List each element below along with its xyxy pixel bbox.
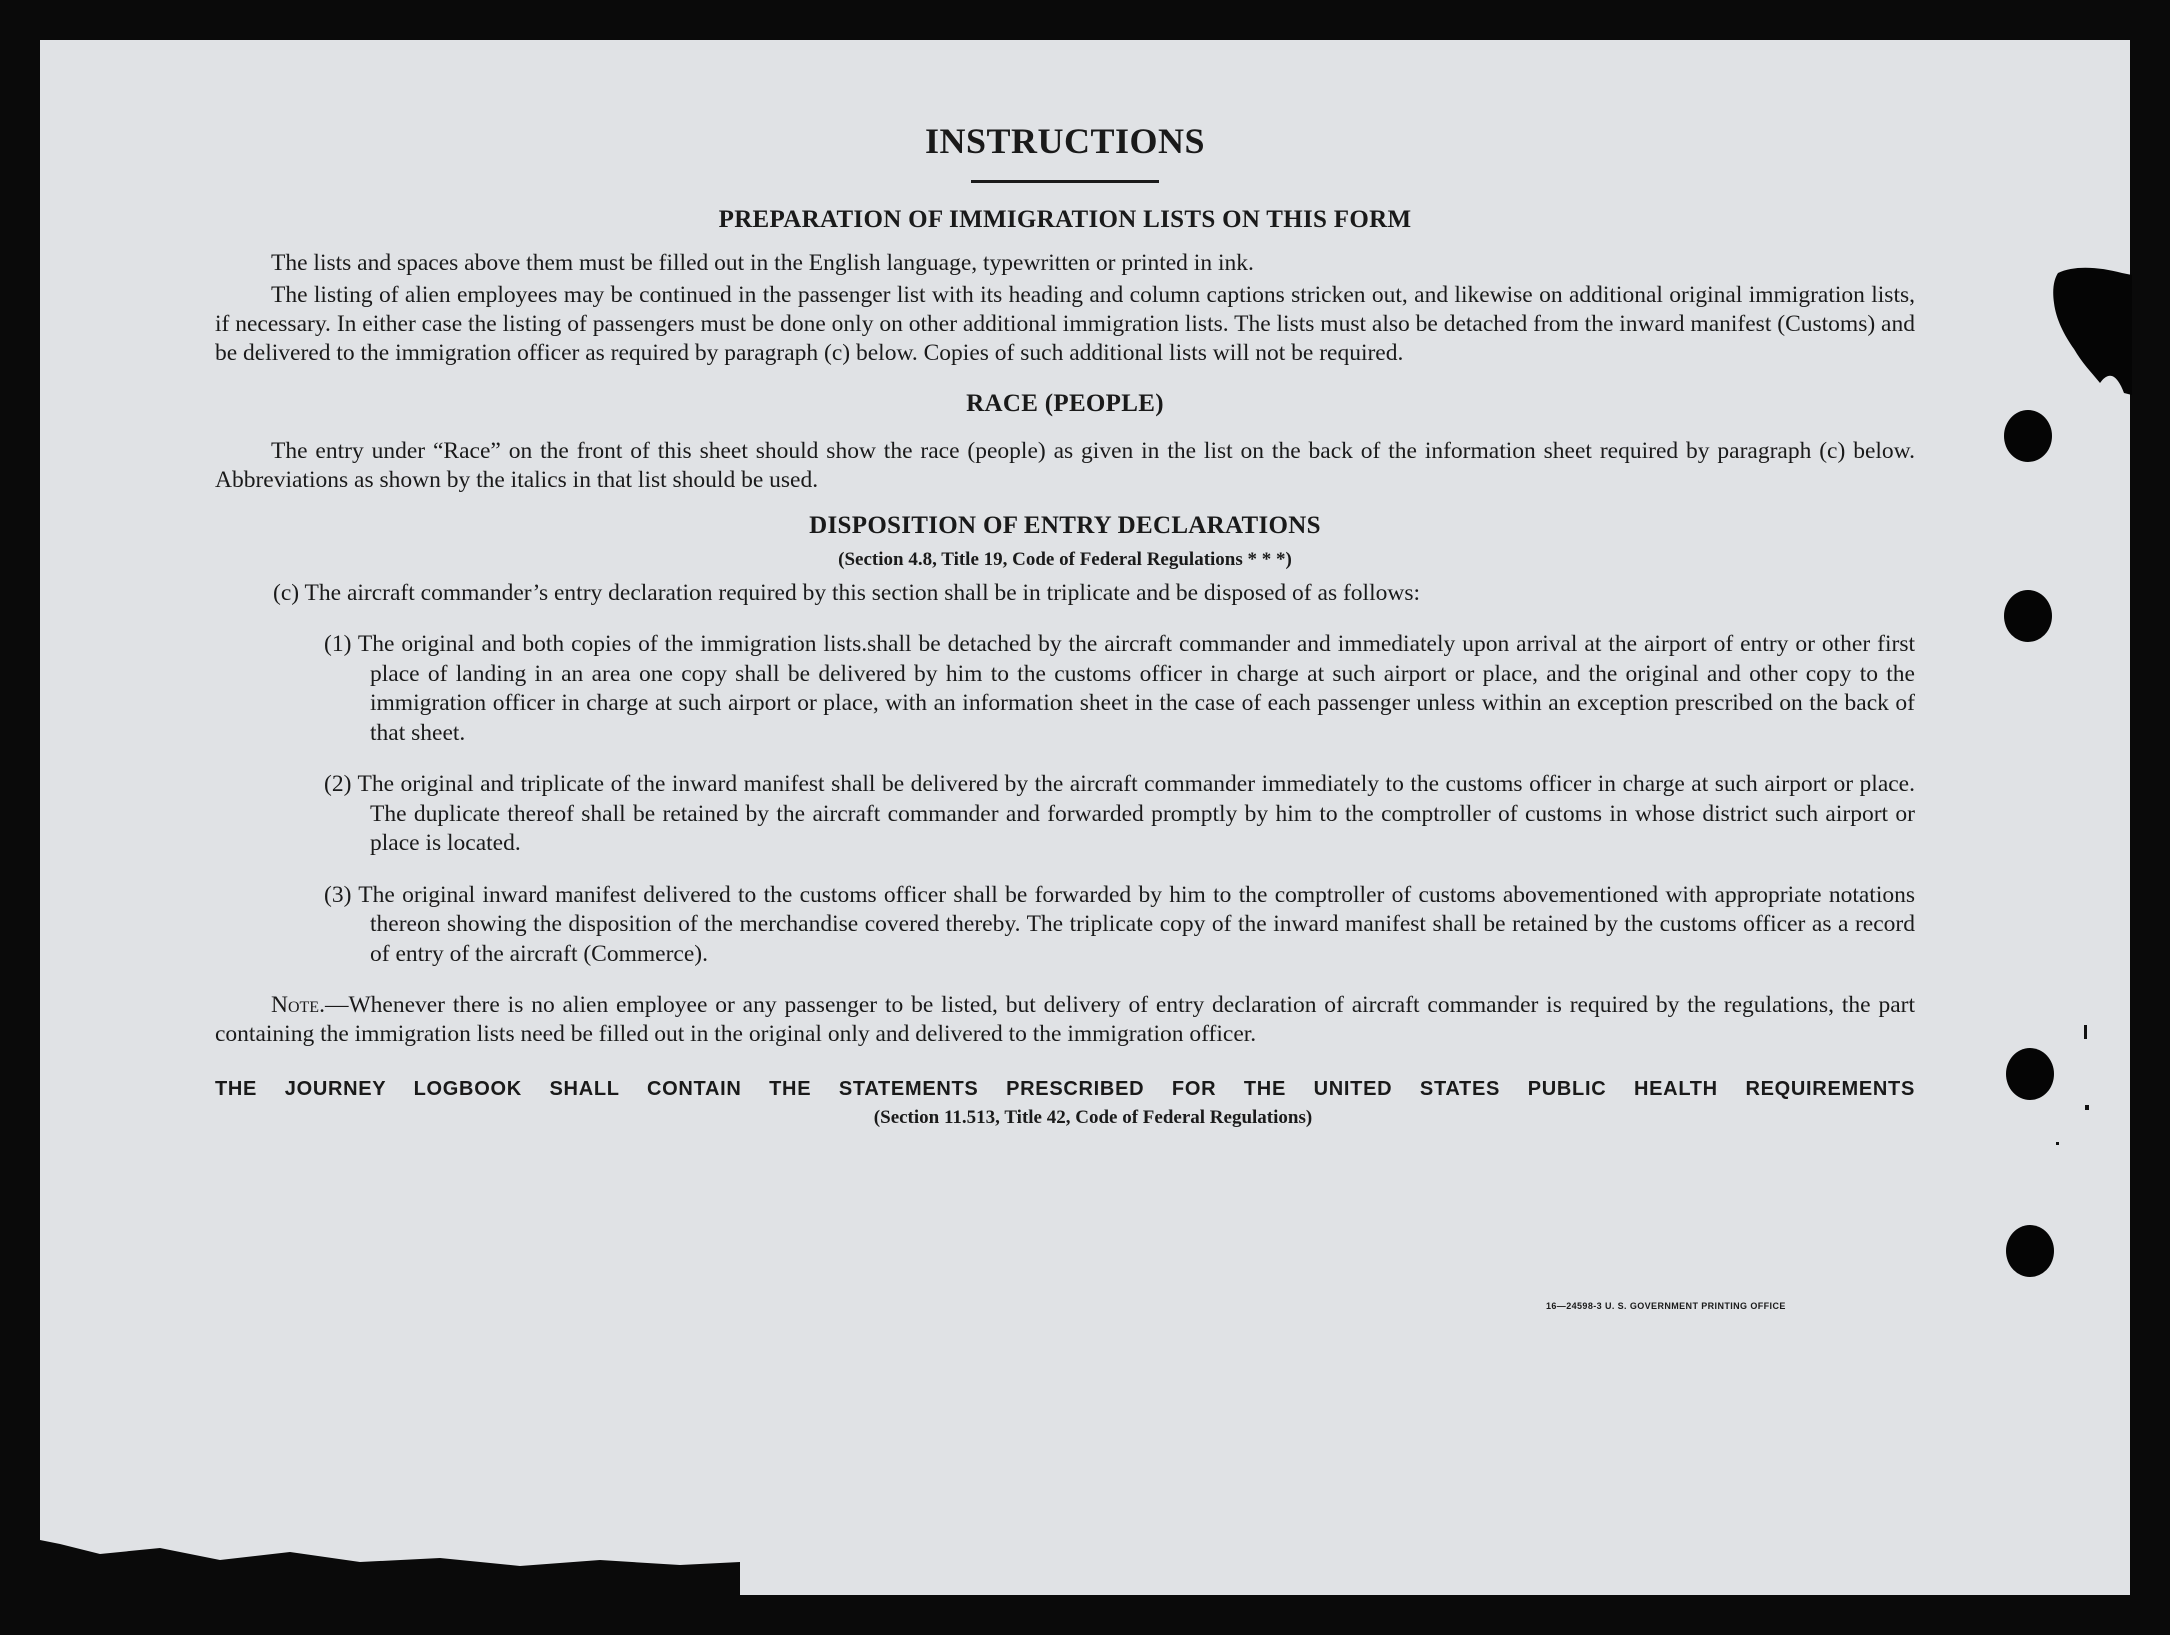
- torn-corner-blot: [2052, 265, 2132, 395]
- paragraph: The lists and spaces above them must be filled out in the English language, typewritten or printed in ink.: [271, 250, 1254, 276]
- paragraph-c: (c) The aircraft commander’s entry declaration required by this section shall be in triplicate and be disposed of as follows:: [273, 580, 1420, 606]
- ink-speck: [2084, 1025, 2087, 1039]
- section-heading-preparation: PREPARATION OF IMMIGRATION LISTS ON THIS FORM: [718, 206, 1412, 233]
- torn-edge: [40, 1540, 740, 1600]
- paragraph: The listing of alien employees may be continued in the passenger list with its heading and column captions stricken out, and likewise on additional original immigration lists, if necessary. In either case the listing of passengers must be done only on other additional immigration lists. The lists must also be detached from the inward manifest (Customs) and be delivered to the immigration officer as required by paragraph (c) below. Copies of such additional lists will not be required.: [215, 282, 1915, 366]
- note-text: —Whenever there is no alien employee or any passenger to be listed, but delivery of entry declaration of aircraft commander is required by the regulations, the part containing the immigration lists need be filled out in the original only and delivered to the immigration officer.: [215, 992, 1915, 1047]
- page-title: INSTRUCTIONS: [924, 121, 1206, 161]
- list-item: (2) The original and triplicate of the inward manifest shall be delivered by the aircraft commander immediately to the customs officer in charge at such airport or place. The duplicate thereof shall be retained by the aircraft commander and forwarded promptly by him to the comptroller of customs in whose district such airport or place is located.: [324, 771, 1915, 856]
- ink-speck: [2056, 1142, 2059, 1145]
- section-heading-disposition: DISPOSITION OF ENTRY DECLARATIONS: [809, 512, 1321, 539]
- punch-hole: [2006, 1048, 2054, 1100]
- document-body: [215, 118, 1915, 1131]
- list-item: (1) The original and both copies of the immigration lists.shall be detached by the aircraft commander and immediately upon arrival at the airport of entry or other first place of landing in an area one copy shall be delivered by him to the customs officer in charge at such airport or place, and the original and other copy to the immigration officer in charge at such airport or place, with an information sheet in the case of each passenger unless within an exception prescribed on the back of that sheet.: [324, 631, 1915, 746]
- ink-speck: [2085, 1105, 2089, 1110]
- printing-office-imprint: 16—24598-3 U. S. GOVERNMENT PRINTING OFFICE: [1546, 1301, 1786, 1311]
- list-item: (3) The original inward manifest delivered to the customs officer shall be forwarded by him to the comptroller of customs abovementioned with appropriate notations thereon showing the disposition of the merchandise covered thereby. The triplicate copy of the inward manifest shall be retained by the customs officer as a record of entry of the aircraft (Commerce).: [324, 881, 1915, 967]
- punch-hole: [2006, 1225, 2054, 1277]
- section-heading-race: RACE (PEOPLE): [966, 390, 1164, 417]
- title-rule: [971, 180, 1159, 183]
- regulation-citation: (Section 4.8, Title 19, Code of Federal Regulations * * *): [838, 549, 1292, 570]
- health-requirements-statement: THE JOURNEY LOGBOOK SHALL CONTAIN THE STATEMENTS PRESCRIBED FOR THE UNITED STATES PUBLIC HEALTH REQUIREMENTS: [215, 1078, 1915, 1100]
- health-regulation-citation: (Section 11.513, Title 42, Code of Federal Regulations): [873, 1107, 1313, 1128]
- note-paragraph: [215, 991, 1915, 1049]
- punch-hole: [2004, 590, 2052, 642]
- punch-hole: [2004, 410, 2052, 462]
- paragraph: The entry under “Race” on the front of this sheet should show the race (people) as given in the list on the back of the information sheet required by paragraph (c) below. Abbreviations as shown by the italics in that list should be used.: [215, 438, 1915, 493]
- note-label: Note.: [271, 992, 325, 1018]
